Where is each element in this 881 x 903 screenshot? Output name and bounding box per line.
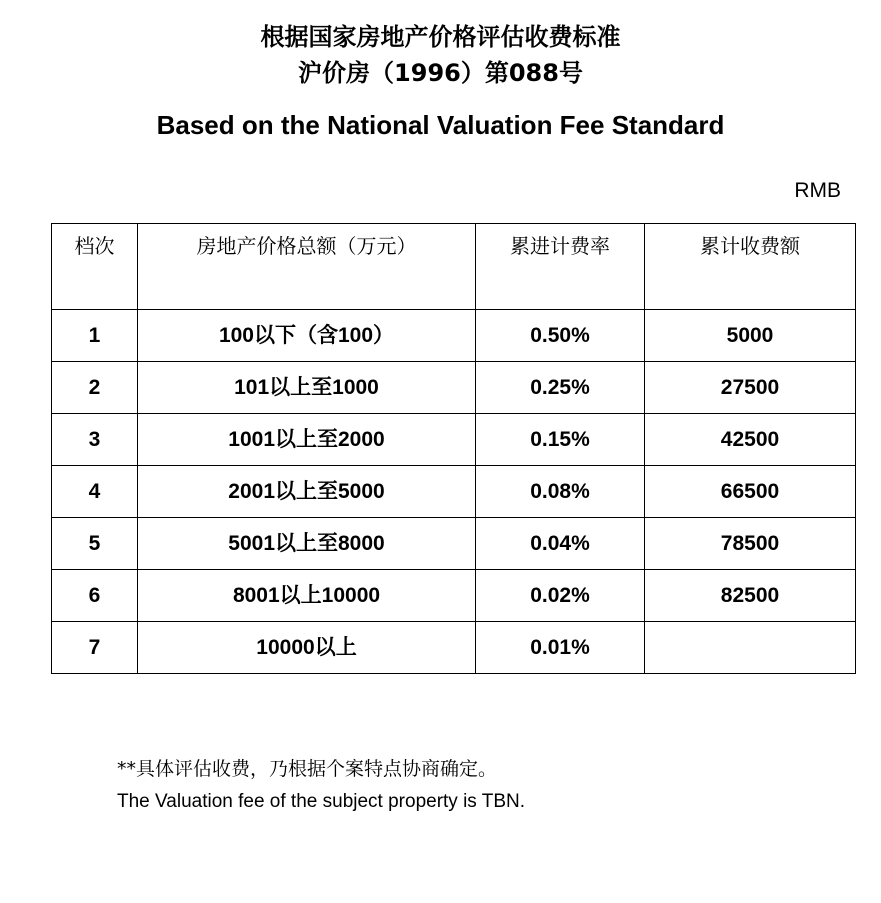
footnote-english: The Valuation fee of the subject property is TBN. <box>117 791 526 812</box>
tier-cell: 5 <box>52 518 138 570</box>
price-range-cell: 10000以上 <box>138 622 476 674</box>
rate-cell: 0.50% <box>476 310 645 362</box>
cumulative-fee-cell: 27500 <box>645 362 856 414</box>
fee-schedule-table <box>51 223 856 674</box>
price-range-cell: 8001以上10000 <box>138 570 476 622</box>
cumulative-fee-cell: 5000 <box>645 310 856 362</box>
rate-cell: 0.25% <box>476 362 645 414</box>
table-row <box>52 310 856 362</box>
column-header-tier: 档次 <box>52 224 138 310</box>
table-row <box>52 570 856 622</box>
tier-cell: 3 <box>52 414 138 466</box>
column-header-price-range: 房地产价格总额（万元） <box>138 224 476 310</box>
tier-cell: 6 <box>52 570 138 622</box>
rate-cell: 0.08% <box>476 466 645 518</box>
rate-cell: 0.04% <box>476 518 645 570</box>
price-range-cell: 100以下（含100） <box>138 310 476 362</box>
rate-cell: 0.02% <box>476 570 645 622</box>
tier-cell: 1 <box>52 310 138 362</box>
price-range-cell: 1001以上至2000 <box>138 414 476 466</box>
table-header-row <box>52 224 856 310</box>
cumulative-fee-cell: 82500 <box>645 570 856 622</box>
table-row <box>52 518 856 570</box>
page-title-english: Based on the National Valuation Fee Standard <box>156 110 725 140</box>
rate-cell: 0.15% <box>476 414 645 466</box>
cumulative-fee-cell: 66500 <box>645 466 856 518</box>
cumulative-fee-cell: 42500 <box>645 414 856 466</box>
cumulative-fee-cell <box>645 622 856 674</box>
column-header-progressive-rate: 累进计费率 <box>476 224 645 310</box>
table-row <box>52 622 856 674</box>
currency-label: RMB <box>794 179 841 202</box>
footnote-chinese: **具体评估收费，乃根据个案特点协商确定。 <box>117 758 498 780</box>
tier-cell: 4 <box>52 466 138 518</box>
page-title-chinese: 根据国家房地产价格评估收费标准 <box>260 23 621 51</box>
price-range-cell: 101以上至1000 <box>138 362 476 414</box>
column-header-cumulative-fee: 累计收费额 <box>645 224 856 310</box>
tier-cell: 7 <box>52 622 138 674</box>
cumulative-fee-cell: 78500 <box>645 518 856 570</box>
price-range-cell: 2001以上至5000 <box>138 466 476 518</box>
rate-cell: 0.01% <box>476 622 645 674</box>
table-row <box>52 414 856 466</box>
document-reference-number: 沪价房（1996）第088号 <box>298 59 583 87</box>
price-range-cell: 5001以上至8000 <box>138 518 476 570</box>
table-row <box>52 466 856 518</box>
tier-cell: 2 <box>52 362 138 414</box>
table-row <box>52 362 856 414</box>
